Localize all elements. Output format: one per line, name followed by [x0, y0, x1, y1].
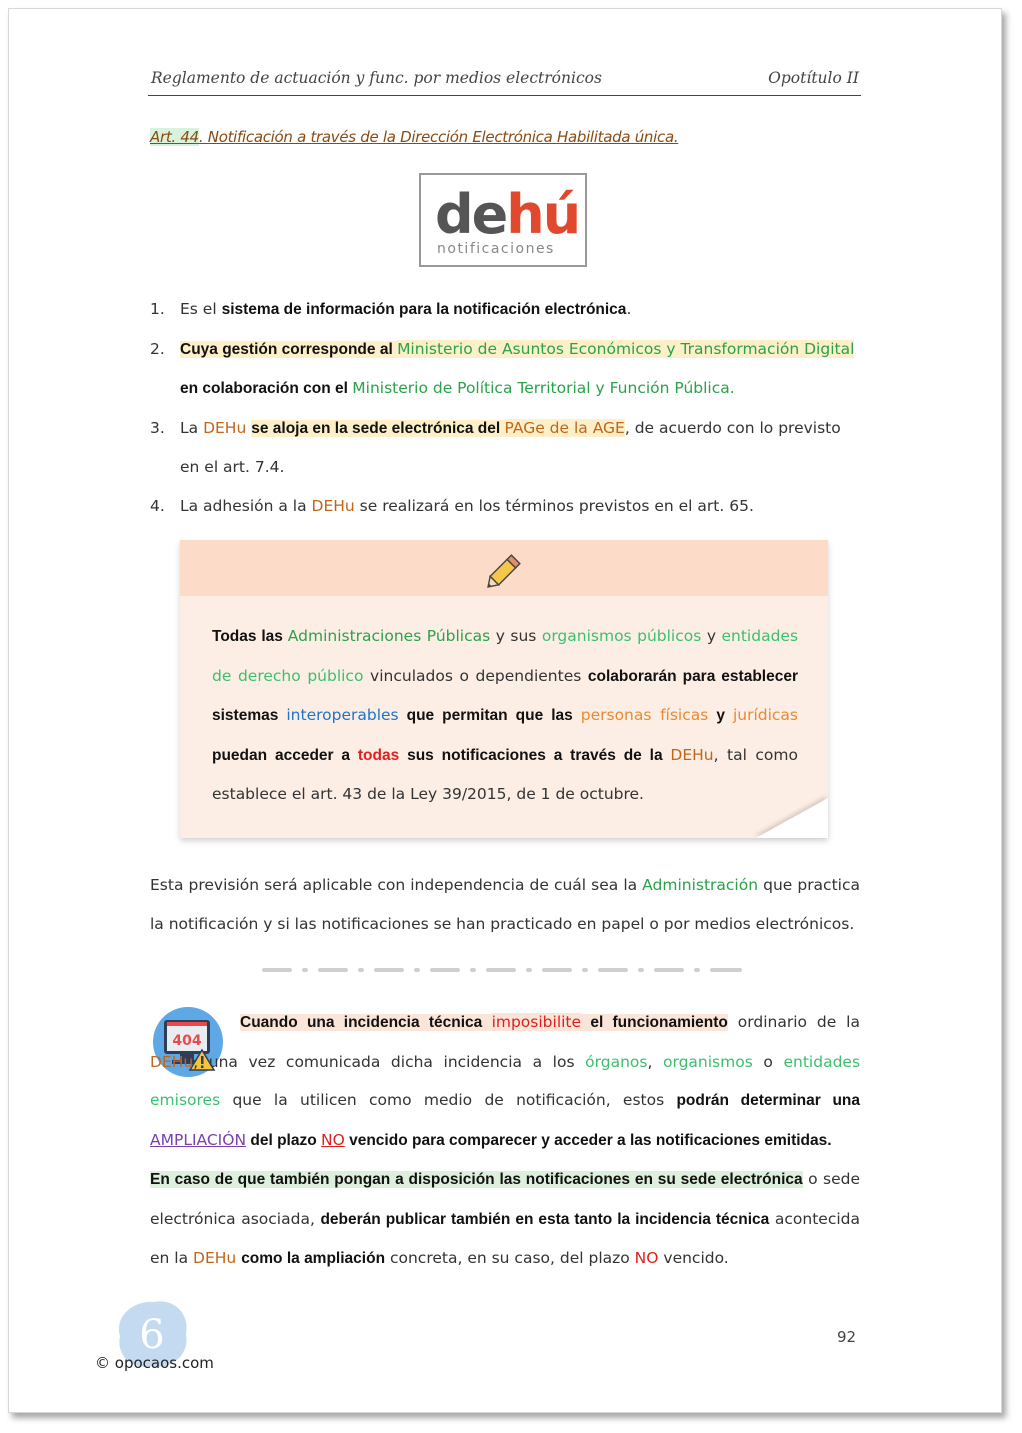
text-green: entidades emisores — [150, 1052, 861, 1109]
note-corner-fold — [756, 798, 828, 838]
list-number: 1. — [150, 300, 165, 318]
svg-text:6: 6 — [139, 1312, 165, 1358]
text-orange: DEHu — [203, 418, 247, 437]
header-title: Reglamento de actuación y func. por medios electrónicos — [151, 69, 602, 87]
text-bold: se aloja en la sede electrónica del — [251, 419, 505, 437]
dehu-logo-part-2: hú — [506, 183, 580, 246]
text-green: Ministerio de Política Territorial y Función Pública — [352, 379, 730, 397]
text-bold: podrán determinar una — [676, 1092, 860, 1109]
text: . — [729, 379, 735, 397]
text-green: entidades de derecho público — [212, 627, 799, 685]
text-red: NO — [321, 1130, 345, 1149]
paragraph — [150, 866, 860, 943]
text: concreta, en su caso, del plazo — [385, 1249, 635, 1267]
text-red: imposibilite — [491, 1013, 582, 1031]
page-header — [148, 66, 861, 96]
svg-text:404: 404 — [172, 1033, 202, 1049]
list-number: 2. — [150, 339, 165, 358]
list-item — [150, 290, 860, 330]
note-card — [180, 540, 828, 838]
text: y — [701, 627, 722, 645]
text: , tal como establece el art. 43 de la Ley 39/2015, de 1 de octubre. — [212, 745, 798, 803]
text-green: organismos públicos — [541, 627, 702, 645]
text-bold: que permitan que las — [398, 707, 581, 724]
text: vencido. — [658, 1249, 729, 1267]
text-green: Ministerio de Asuntos Económicos y Transformación Digital — [397, 339, 855, 358]
text: , — [647, 1052, 663, 1071]
text-orange: jurídicas — [732, 706, 799, 724]
text-orange: personas físicas — [580, 706, 709, 724]
text: , una vez comunicada dicha incidencia a los — [193, 1052, 586, 1071]
text: o — [752, 1052, 784, 1071]
header-chapter: Opotítulo II — [768, 69, 859, 87]
text-orange: DEHu — [193, 1249, 237, 1267]
text: ordinario de la — [727, 1013, 860, 1031]
dehu-logo — [419, 173, 587, 267]
text-bold: y — [708, 707, 733, 724]
list-item — [150, 330, 860, 409]
list-number: 4. — [150, 496, 165, 515]
list-number: 3. — [150, 418, 165, 437]
text-bold: Todas las — [212, 628, 288, 645]
text-bold: vencido para comparecer y acceder a las notificaciones emitidas. — [344, 1131, 832, 1149]
text: . — [626, 300, 632, 318]
incidence-paragraph — [150, 1003, 860, 1279]
text-orange: PAGe de la AGE — [504, 418, 625, 437]
text-red: todas — [357, 746, 400, 764]
list-item — [150, 409, 860, 487]
text-bold: el funcionamiento — [581, 1014, 728, 1031]
text-orange: DEHu — [311, 496, 355, 515]
text: que practica la notificación y si las notificaciones se han practicado en papel o por medios electrónicos. — [150, 876, 860, 933]
text-bold: Cuya gestión corresponde al — [180, 340, 398, 358]
text: La — [180, 418, 204, 437]
text-bold: en colaboración con el — [180, 380, 353, 397]
text: Esta previsión será aplicable con independencia de cuál sea la — [150, 876, 643, 894]
text: acontecida en la — [150, 1209, 860, 1267]
text-red: NO — [634, 1249, 659, 1267]
text: se realizará en los términos previstos en el art. 65. — [354, 496, 754, 515]
text-bold: Cuando una incidencia técnica — [240, 1014, 492, 1031]
text-green: Administraciones Públicas — [287, 627, 491, 645]
pencil-icon — [485, 550, 525, 590]
text-bold: deberán publicar también en esta tanto la incidencia técnica — [320, 1210, 770, 1228]
text: que la utilicen como medio de notificación, estos — [220, 1091, 677, 1109]
article-number: Art. 44 — [150, 128, 199, 146]
article-title — [150, 128, 678, 146]
list-item — [150, 487, 860, 526]
text-bold: como la ampliación — [241, 1250, 386, 1267]
article-heading: . Notificación a través de la Dirección Electrónica Habilitada única. — [198, 128, 679, 146]
text-bold: del plazo — [246, 1131, 321, 1149]
section-divider — [262, 968, 742, 974]
copyright-text: © opocaos.com — [95, 1354, 214, 1372]
text-bold: colaborarán para establecer sistemas — [212, 667, 798, 724]
dehu-logo-subtitle: notificaciones — [437, 241, 555, 257]
note-text — [212, 617, 798, 814]
text-green: órganos — [585, 1052, 648, 1071]
text-purple: AMPLIACIÓN — [150, 1130, 247, 1149]
text-orange: DEHu — [670, 745, 714, 764]
text-blue: interoperables — [286, 706, 399, 724]
text-bold: puedan acceder a — [212, 746, 358, 764]
text: La adhesión a la — [180, 496, 312, 515]
text-green: Administración — [642, 876, 759, 894]
page-number: 92 — [837, 1328, 857, 1346]
text: vinculados o dependientes — [363, 666, 588, 685]
text-bold: sus notificaciones a través de la — [399, 746, 671, 764]
numbered-list — [150, 290, 860, 525]
text-bold: sistema de información para la notificación electrónica — [221, 301, 627, 318]
text-orange: DEHu — [150, 1052, 194, 1071]
text: , de acuerdo con lo previsto en el art. 7.4. — [180, 418, 841, 476]
dehu-logo-part-1: de — [435, 183, 507, 246]
dehu-logo-word — [435, 183, 579, 246]
text: o sede electrónica asociada, — [150, 1170, 860, 1228]
text-green: organismos — [663, 1052, 753, 1071]
text: y sus — [490, 627, 542, 645]
text-bold: En caso de que también pongan a disposición las notificaciones en su sede electrónica — [150, 1171, 803, 1188]
text: Es el — [180, 300, 222, 318]
